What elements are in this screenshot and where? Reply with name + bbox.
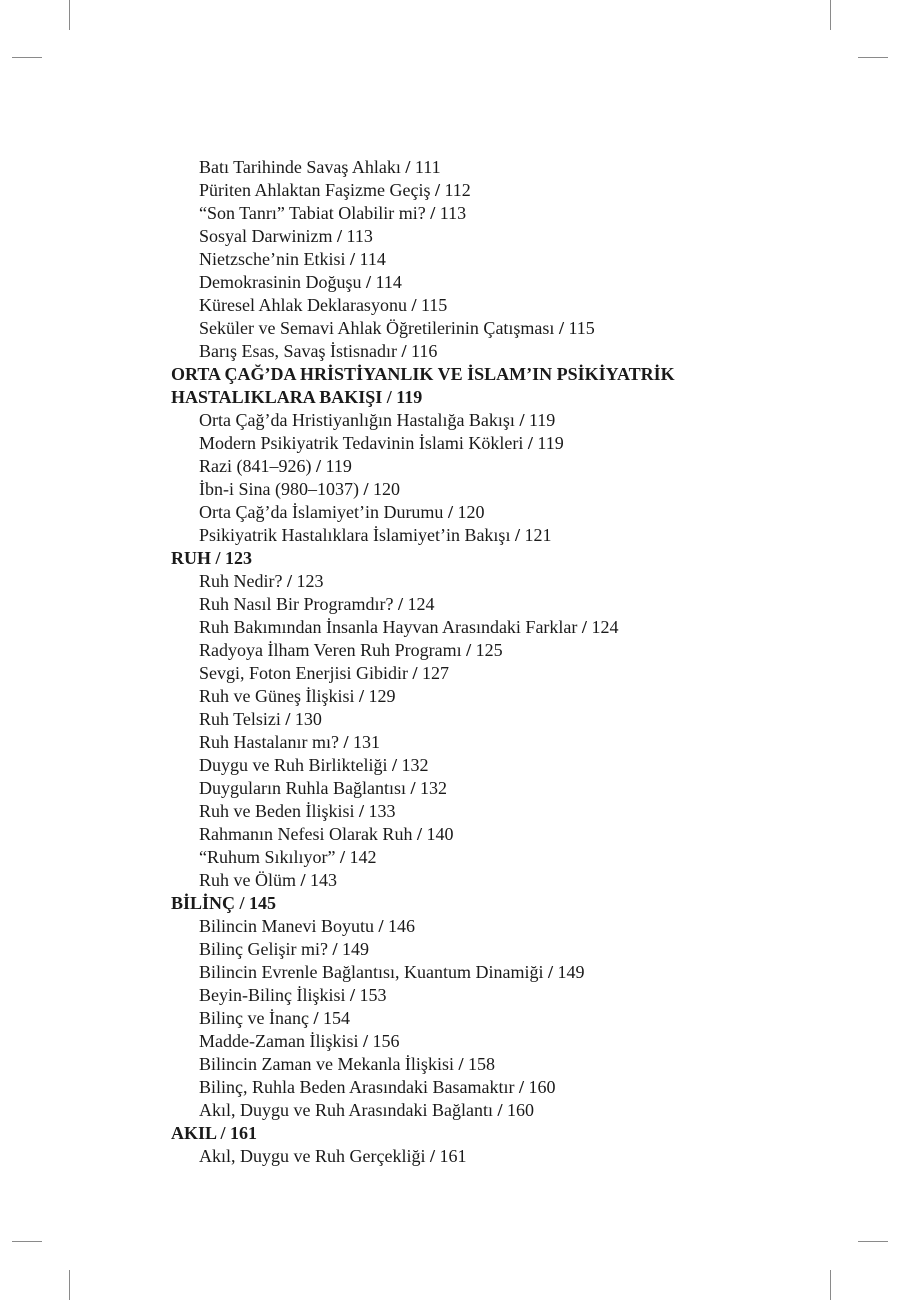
toc-page-number: 121 <box>524 525 552 545</box>
toc-entry <box>171 202 871 225</box>
toc-separator: / <box>411 295 417 315</box>
toc-entry-title: Ruh Nedir? <box>199 571 283 591</box>
toc-entry <box>171 340 871 363</box>
toc-entry-title: Bilinç, Ruhla Beden Arasındaki Basamaktır <box>199 1077 515 1097</box>
toc-entry <box>171 455 871 478</box>
toc-separator: / <box>497 1100 503 1120</box>
toc-entry-title: Orta Çağ’da İslamiyet’in Durumu <box>199 502 444 522</box>
toc-separator: / <box>392 755 398 775</box>
toc-entry <box>171 1076 871 1099</box>
toc-page-number: 114 <box>359 249 386 269</box>
toc-entry-title: RUH <box>171 548 211 568</box>
toc-separator: / <box>581 617 587 637</box>
toc-entry <box>171 271 871 294</box>
toc-page-number: 161 <box>439 1146 467 1166</box>
toc-entry-title: “Son Tanrı” Tabiat Olabilir mi? <box>199 203 426 223</box>
toc-entry-title: Küresel Ahlak Deklarasyonu <box>199 295 407 315</box>
toc-entry-title: Ruh Bakımından İnsanla Hayvan Arasındaki Farklar <box>199 617 578 637</box>
toc-section-heading <box>171 386 871 409</box>
toc-separator: / <box>378 916 384 936</box>
toc-separator: / <box>239 893 245 913</box>
toc-page-number: 113 <box>346 226 373 246</box>
toc-entry-title: BİLİNÇ <box>171 893 236 913</box>
toc-page-number: 123 <box>296 571 324 591</box>
toc-page-number: 160 <box>506 1100 534 1120</box>
toc-page-number: 145 <box>249 893 277 913</box>
crop-mark <box>69 0 70 30</box>
toc-entry-title: İbn-i Sina (980–1037) <box>199 479 359 499</box>
crop-mark <box>830 0 831 30</box>
toc-entry-title: ORTA ÇAĞ’DA HRİSTİYANLIK VE İSLAM’IN PSİKİYATRİK <box>171 364 675 384</box>
toc-page-number: 149 <box>342 939 369 959</box>
toc-entry-title: Ruh ve Güneş İlişkisi <box>199 686 355 706</box>
toc-page-number: 132 <box>401 755 429 775</box>
toc-separator: / <box>313 1008 319 1028</box>
toc-separator: / <box>362 1031 368 1051</box>
toc-page-number: 119 <box>537 433 564 453</box>
toc-separator: / <box>397 594 403 614</box>
toc-entry <box>171 478 871 501</box>
toc-page-number: 119 <box>528 410 556 430</box>
toc-entry-title: Orta Çağ’da Hristiyanlığın Hastalığa Bakışı <box>199 410 515 430</box>
toc-separator: / <box>405 157 411 177</box>
toc-separator: / <box>416 824 422 844</box>
toc-entry-title: Duygu ve Ruh Birlikteliği <box>199 755 388 775</box>
toc-separator: / <box>429 1146 435 1166</box>
toc-section-heading <box>171 892 871 915</box>
toc-entry <box>171 800 871 823</box>
toc-entry <box>171 961 871 984</box>
toc-separator: / <box>410 778 416 798</box>
toc-entry-title: Barış Esas, Savaş İstisnadır <box>199 341 397 361</box>
toc-entry <box>171 294 871 317</box>
toc-separator: / <box>359 686 365 706</box>
toc-separator: / <box>315 456 321 476</box>
toc-page-number: 124 <box>591 617 619 637</box>
toc-separator: / <box>430 203 436 223</box>
toc-entry <box>171 409 871 432</box>
toc-entry-title: Nietzsche’nin Etkisi <box>199 249 346 269</box>
toc-entry-title: Modern Psikiyatrik Tedavinin İslami Kökleri <box>199 433 524 453</box>
toc-separator: / <box>332 939 338 959</box>
toc-section-heading <box>171 363 871 386</box>
toc-entry-title: Psikiyatrik Hastalıklara İslamiyet’in Bakışı <box>199 525 511 545</box>
toc-page-number: 140 <box>426 824 454 844</box>
toc-entry-title: “Ruhum Sıkılıyor” <box>199 847 336 867</box>
toc-separator: / <box>365 272 371 292</box>
toc-entry-title: Beyin-Bilinç İlişkisi <box>199 985 346 1005</box>
toc-entry <box>171 1099 871 1122</box>
toc-page-number: 120 <box>457 502 485 522</box>
crop-mark <box>69 1270 70 1300</box>
toc-entry <box>171 179 871 202</box>
toc-separator: / <box>527 433 533 453</box>
toc-section-heading <box>171 547 871 570</box>
toc-entry <box>171 248 871 271</box>
toc-entry-title: Akıl, Duygu ve Ruh Gerçekliği <box>199 1146 426 1166</box>
toc-separator: / <box>514 525 520 545</box>
crop-mark <box>830 1270 831 1300</box>
toc-separator: / <box>363 479 369 499</box>
toc-entry-title: Ruh Hastalanır mı? <box>199 732 339 752</box>
toc-entry-title: Batı Tarihinde Savaş Ahlakı <box>199 157 401 177</box>
toc-entry <box>171 754 871 777</box>
toc-page-number: 127 <box>422 663 450 683</box>
toc-separator: / <box>220 1123 226 1143</box>
toc-page-number: 113 <box>439 203 467 223</box>
toc-entry <box>171 593 871 616</box>
toc-entry-title: Bilincin Manevi Boyutu <box>199 916 374 936</box>
toc-entry <box>171 869 871 892</box>
toc-entry <box>171 708 871 731</box>
crop-mark <box>858 57 888 58</box>
toc-page-number: 161 <box>230 1123 258 1143</box>
toc-entry-title: Ruh Nasıl Bir Programdır? <box>199 594 394 614</box>
toc-entry-title: Rahmanın Nefesi Olarak Ruh <box>199 824 413 844</box>
toc-separator: / <box>300 870 306 890</box>
crop-mark <box>12 57 42 58</box>
toc-separator: / <box>359 801 365 821</box>
toc-entry-title: Sosyal Darwinizm <box>199 226 333 246</box>
toc-entry-title: Radyoya İlham Veren Ruh Programı <box>199 640 462 660</box>
toc-page-number: 115 <box>568 318 595 338</box>
toc-page-number: 133 <box>368 801 396 821</box>
toc-separator: / <box>466 640 472 660</box>
toc-page-number: 114 <box>375 272 402 292</box>
toc-page-number: 154 <box>322 1008 350 1028</box>
toc-page-number: 130 <box>294 709 322 729</box>
toc-page-number: 132 <box>420 778 447 798</box>
toc-page-number: 112 <box>444 180 471 200</box>
table-of-contents <box>171 156 871 1168</box>
toc-entry-title: Razi (841–926) <box>199 456 312 476</box>
toc-page-number: 123 <box>225 548 253 568</box>
toc-entry <box>171 524 871 547</box>
toc-entry <box>171 777 871 800</box>
toc-entry <box>171 915 871 938</box>
toc-separator: / <box>518 1077 524 1097</box>
toc-entry <box>171 501 871 524</box>
toc-entry-title: Ruh ve Beden İlişkisi <box>199 801 355 821</box>
toc-separator: / <box>412 663 418 683</box>
toc-entry-title: HASTALIKLARA BAKIŞI <box>171 387 383 407</box>
toc-entry <box>171 823 871 846</box>
toc-separator: / <box>558 318 564 338</box>
toc-entry <box>171 984 871 1007</box>
toc-page-number: 142 <box>349 847 377 867</box>
toc-page-number: 160 <box>528 1077 556 1097</box>
toc-entry-title: Seküler ve Semavi Ahlak Öğretilerinin Çatışması <box>199 318 555 338</box>
toc-entry <box>171 616 871 639</box>
toc-entry-title: Püriten Ahlaktan Faşizme Geçiş <box>199 180 431 200</box>
toc-page-number: 158 <box>467 1054 495 1074</box>
toc-entry <box>171 1145 871 1168</box>
toc-entry-title: Ruh Telsizi <box>199 709 281 729</box>
toc-separator: / <box>519 410 525 430</box>
crop-mark <box>858 1241 888 1242</box>
toc-entry <box>171 1007 871 1030</box>
toc-entry-title: Bilinç Gelişir mi? <box>199 939 328 959</box>
toc-entry <box>171 432 871 455</box>
toc-entry <box>171 570 871 593</box>
toc-page-number: 119 <box>325 456 352 476</box>
toc-page-number: 120 <box>373 479 400 499</box>
toc-separator: / <box>547 962 553 982</box>
toc-entry-title: Demokrasinin Doğuşu <box>199 272 362 292</box>
toc-page-number: 129 <box>368 686 396 706</box>
toc-separator: / <box>215 548 221 568</box>
toc-page-number: 143 <box>310 870 338 890</box>
toc-entry <box>171 639 871 662</box>
toc-entry-title: Madde-Zaman İlişkisi <box>199 1031 359 1051</box>
toc-page-number: 116 <box>411 341 438 361</box>
toc-page-number: 111 <box>414 157 441 177</box>
toc-page-number: 149 <box>557 962 585 982</box>
toc-separator: / <box>447 502 453 522</box>
toc-separator: / <box>343 732 349 752</box>
toc-separator: / <box>350 985 356 1005</box>
toc-page-number: 153 <box>359 985 387 1005</box>
toc-separator: / <box>386 387 392 407</box>
toc-page-number: 115 <box>420 295 448 315</box>
toc-separator: / <box>458 1054 464 1074</box>
toc-separator: / <box>401 341 407 361</box>
toc-entry <box>171 156 871 179</box>
crop-mark <box>12 1241 42 1242</box>
toc-separator: / <box>336 226 342 246</box>
toc-entry-title: Bilincin Evrenle Bağlantısı, Kuantum Dinamiği <box>199 962 544 982</box>
toc-separator: / <box>286 571 292 591</box>
toc-entry <box>171 225 871 248</box>
toc-page-number: 125 <box>475 640 503 660</box>
toc-entry <box>171 1030 871 1053</box>
toc-section-heading <box>171 1122 871 1145</box>
toc-entry-title: Ruh ve Ölüm <box>199 870 296 890</box>
toc-entry-title: Akıl, Duygu ve Ruh Arasındaki Bağlantı <box>199 1100 493 1120</box>
toc-separator: / <box>340 847 346 867</box>
toc-page-number: 131 <box>352 732 380 752</box>
toc-page-number: 156 <box>372 1031 400 1051</box>
toc-entry <box>171 685 871 708</box>
toc-entry <box>171 1053 871 1076</box>
toc-separator: / <box>285 709 291 729</box>
toc-separator: / <box>349 249 355 269</box>
toc-entry <box>171 731 871 754</box>
toc-entry-title: AKIL <box>171 1123 217 1143</box>
toc-entry <box>171 317 871 340</box>
toc-entry <box>171 938 871 961</box>
toc-entry-title: Sevgi, Foton Enerjisi Gibidir <box>199 663 408 683</box>
toc-entry-title: Bilinç ve İnanç <box>199 1008 309 1028</box>
toc-entry-title: Duyguların Ruhla Bağlantısı <box>199 778 406 798</box>
toc-page-number: 119 <box>396 387 423 407</box>
toc-entry <box>171 846 871 869</box>
toc-page-number: 124 <box>407 594 435 614</box>
toc-separator: / <box>434 180 440 200</box>
toc-entry-title: Bilincin Zaman ve Mekanla İlişkisi <box>199 1054 454 1074</box>
toc-page-number: 146 <box>388 916 416 936</box>
toc-entry <box>171 662 871 685</box>
